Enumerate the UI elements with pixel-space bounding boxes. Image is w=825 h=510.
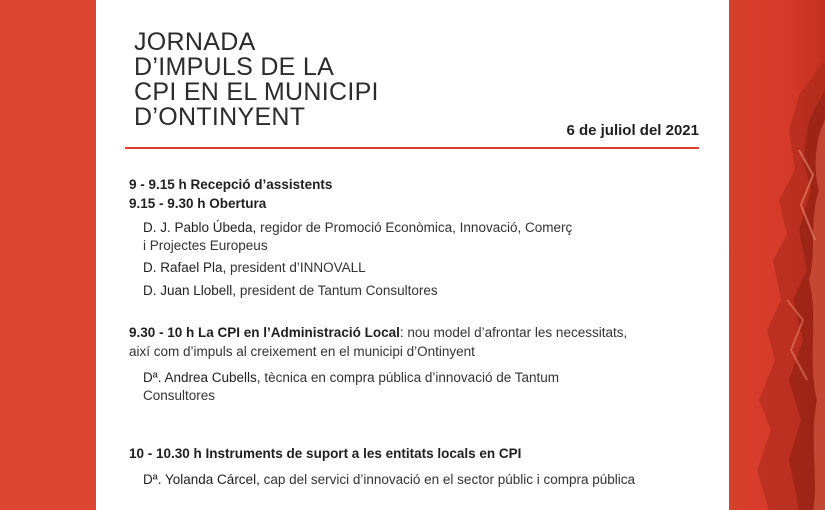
agenda-description: : nou model d’afrontar les necessitats, — [399, 325, 628, 340]
title-line: CPI EN EL MUNICIPI — [134, 78, 379, 106]
speaker-name: D. Rafael Pla, — [143, 260, 227, 275]
sculpture-image — [729, 0, 825, 510]
speaker-name: Dª. Yolanda Cárcel, — [143, 472, 260, 487]
speaker-role: president d’INNOVALL — [226, 260, 366, 275]
event-title — [134, 30, 379, 130]
agenda-item-cpi-local — [129, 324, 627, 342]
speaker-name: D. Juan Llobell, — [143, 283, 237, 298]
document-page — [96, 0, 729, 510]
divider-rule — [125, 147, 699, 149]
speaker-entry — [143, 259, 366, 277]
speaker-role-continued: Consultores — [143, 388, 216, 403]
agenda-item-opening: 9.15 - 9.30 h Obertura — [129, 196, 267, 211]
title-line: JORNADA — [134, 28, 256, 56]
title-line: D’ONTINYENT — [134, 103, 306, 131]
speaker-name: Dª. Andrea Cubells, — [143, 370, 261, 385]
speaker-role: regidor de Promoció Econòmica, Innovació, Comerç — [256, 220, 573, 235]
agenda-item-reception: 9 - 9.15 h Recepció d’assistents — [129, 177, 333, 192]
agenda-time-title: 9.30 - 10 h La CPI en l’Administració Local — [129, 325, 400, 340]
speaker-entry — [143, 282, 438, 300]
right-red-band — [729, 0, 825, 510]
speaker-role: cap del servici d’innovació en el sector públic i compra pública — [259, 472, 636, 487]
title-line: D’IMPULS DE LA — [134, 53, 335, 81]
agenda-item-instruments: 10 - 10.30 h Instruments de suport a les entitats locals en CPI — [129, 446, 522, 461]
speaker-role: tècnica en compra pública d’innovació de Tantum — [260, 370, 559, 385]
speaker-entry — [143, 369, 559, 387]
left-red-band — [0, 0, 96, 510]
speaker-role: president de Tantum Consultores — [236, 283, 438, 298]
agenda-description-continued: així com d’impuls al creixement en el municipi d’Ontinyent — [129, 344, 475, 359]
event-date: 6 de juliol del 2021 — [566, 122, 699, 139]
speaker-entry — [143, 471, 635, 489]
speaker-name: D. J. Pablo Úbeda, — [143, 220, 257, 235]
speaker-role-continued: i Projectes Europeus — [143, 238, 268, 253]
speaker-entry — [143, 219, 572, 237]
